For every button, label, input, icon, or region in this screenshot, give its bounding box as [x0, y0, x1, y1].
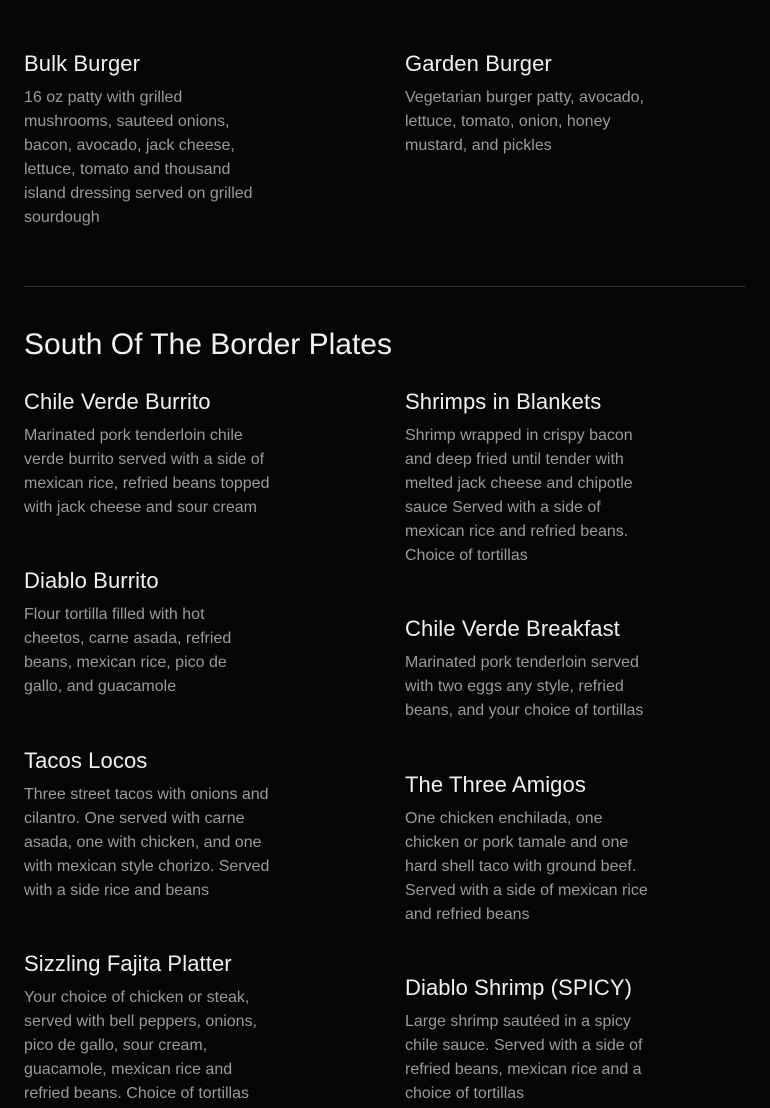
menu-item-title: The Three Amigos — [405, 772, 586, 797]
menu-item-title: Garden Burger — [405, 51, 552, 76]
menu-item-sizzling-fajita-platter — [24, 950, 284, 1106]
menu-item-description: Your choice of chicken or steak, served with bell peppers, onions, pico de gallo, sour cream, guacamole, mexican rice and refried beans. Choice of tortillas — [24, 989, 258, 1102]
menu-item-bulk-burger — [24, 50, 284, 230]
menu-item-title: Diablo Shrimp (SPICY) — [405, 975, 633, 1000]
menu-item-description: Shrimp wrapped in crispy bacon and deep fried until tender with melted jack cheese and chipotle sauce Served with a side of mexican rice and refried beans. Choice of tortillas — [405, 427, 633, 564]
menu-item-chile-verde-breakfast — [405, 615, 665, 723]
section-title: South Of The Border Plates — [24, 328, 392, 361]
menu-item-description: 16 oz patty with grilled mushrooms, sauteed onions, bacon, avocado, jack cheese, lettuce, tomato and thousand island dressing served on grilled sourdough — [24, 89, 253, 226]
menu-item-title: Chile Verde Burrito — [24, 389, 211, 414]
menu-item-title: Tacos Locos — [24, 748, 148, 773]
menu-item-title: Diablo Burrito — [24, 568, 159, 593]
menu-item-three-amigos — [405, 771, 665, 927]
menu-item-description: Marinated pork tenderloin chile verde burrito served with a side of mexican rice, refried beans topped with jack cheese and sour cream — [24, 427, 270, 516]
menu-item-description: One chicken enchilada, one chicken or pork tamale and one hard shell taco with ground beef. Served with a side of mexican rice and refried beans — [405, 810, 648, 923]
menu-item-description: Flour tortilla filled with hot cheetos, carne asada, refried beans, mexican rice, pico de gallo, and guacamole — [24, 606, 232, 695]
menu-item-description: Marinated pork tenderloin served with two eggs any style, refried beans, and your choice of tortillas — [405, 654, 644, 719]
menu-item-title: Sizzling Fajita Platter — [24, 951, 232, 976]
menu-item-diablo-shrimp — [405, 974, 665, 1106]
menu-item-description: Three street tacos with onions and cilantro. One served with carne asada, one with chicken, and one with mexican style chorizo. Served with a side rice and beans — [24, 786, 270, 899]
menu-item-title: Bulk Burger — [24, 51, 141, 76]
menu-item-garden-burger — [405, 50, 665, 158]
menu-item-description: Vegetarian burger patty, avocado, lettuce, tomato, onion, honey mustard, and pickles — [405, 89, 644, 154]
menu-item-description: Large shrimp sautéed in a spicy chile sauce. Served with a side of refried beans, mexican rice and a choice of tortillas — [405, 1013, 643, 1102]
menu-item-shrimps-in-blankets — [405, 388, 665, 568]
menu-item-chile-verde-burrito — [24, 388, 284, 520]
menu-item-title: Shrimps in Blankets — [405, 389, 602, 414]
menu-item-tacos-locos — [24, 747, 284, 903]
menu-item-title: Chile Verde Breakfast — [405, 616, 620, 641]
menu-item-diablo-burrito — [24, 567, 284, 699]
section-divider — [24, 286, 746, 287]
